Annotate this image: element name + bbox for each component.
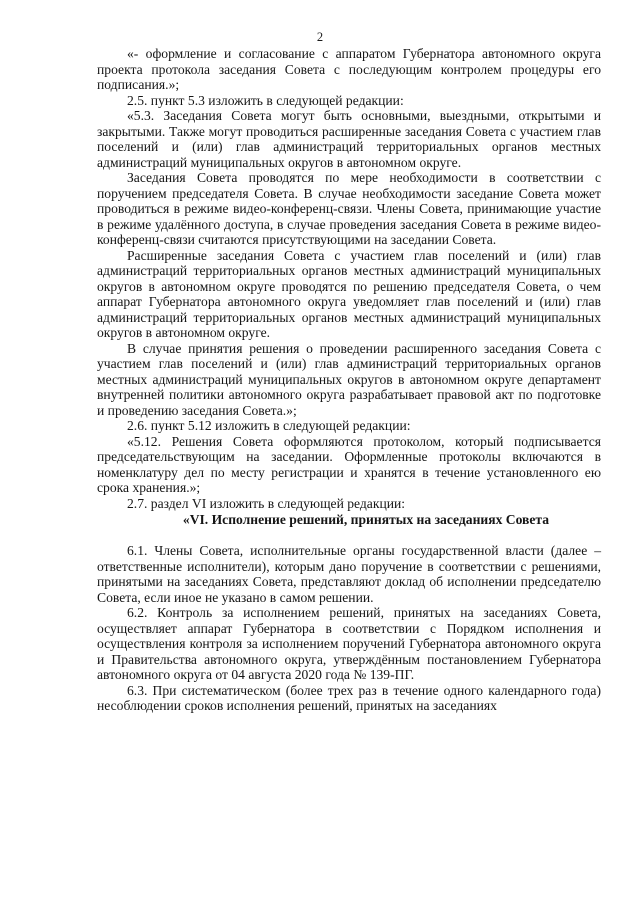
paragraph: Расширенные заседания Совета с участием глав поселений и (или) глав администраций территориальных органов местных администраций муниципальных округов в автономном округе проводятся по решению председателя Совета, о чем аппарат Губернатора автономного округа уведомляет глав поселений и (или) глав администраций территориальных органов местных администраций муниципальных округов в автономном округе.	[97, 247, 601, 340]
page-number: 2	[316, 30, 324, 44]
paragraph: 6.1. Члены Совета, исполнительные органы государственной власти (далее – ответственные исполнители), которым дано поручение в соответствии с решениями, принятыми на заседаниях Совета, представляют доклад об исполнении председателю Совета, если иное не указано в самом решении.	[97, 543, 601, 605]
paragraph: 2.6. пункт 5.12 изложить в следующей редакции:	[127, 418, 411, 433]
section-heading: «VI. Исполнение решений, принятых на заседаниях Совета	[182, 512, 550, 527]
paragraph: Заседания Совета проводятся по мере необходимости в соответствии с поручением председателя Совета. В случае необходимости заседание Совета может проводиться в режиме видео-конференц-связи. Члены Совета, принимающие участие в режиме удалённого доступа, в случае проведения заседания Совета в режиме видео-конференц-связи считаются присутствующими на заседании Совета.	[97, 170, 601, 247]
paragraph: 6.2. Контроль за исполнением решений, принятых на заседаниях Совета, осуществляет аппарат Губернатора в соответствии с Порядком исполнения и осуществления контроля за исполнением поручений Губернатора автономного округа и Правительства автономного округа, утверждённым постановлением Губернатора автономного округа от 04 августа 2020 года № 139-ПГ.	[97, 605, 601, 682]
paragraph: 6.3. При систематическом (более трех раз в течение одного календарного года) несоблюдении сроков исполнения решений, принятых на заседаниях	[97, 682, 601, 713]
paragraph: 2.5. пункт 5.3 изложить в следующей редакции:	[127, 92, 404, 108]
paragraph: «5.3. Заседания Совета могут быть основными, выездными, открытыми и закрытыми. Также могут проводиться расширенные заседания Совета с участием глав поселений и (или) глав администраций территориальных органов местных администраций муниципальных округов в автономном округе.	[97, 108, 601, 170]
paragraph: 2.7. раздел VI изложить в следующей редакции:	[127, 495, 406, 511]
paragraph: В случае принятия решения о проведении расширенного заседания Совета с участием глав поселений и (или) глав администраций территориальных органов местных администраций муниципальных округов в автономном округе департамент внутренней политики автономного округа разрабатывает правовой акт по подготовке и проведению заседания Совета.»;	[97, 340, 601, 418]
paragraph: «- оформление и согласование с аппаратом Губернатора автономного округа проекта протокола заседания Совета с последующим контролем процедуры его подписания.»;	[97, 46, 601, 92]
blank-line	[97, 528, 601, 544]
paragraph: «5.12. Решения Совета оформляются протоколом, который подписывается председательствующим на заседании. Оформленные протоколы включаются в номенклатуру дел по месту регистрации и хранятся в течение установленного ею срока хранения.»;	[97, 433, 601, 495]
document-body	[97, 46, 601, 714]
